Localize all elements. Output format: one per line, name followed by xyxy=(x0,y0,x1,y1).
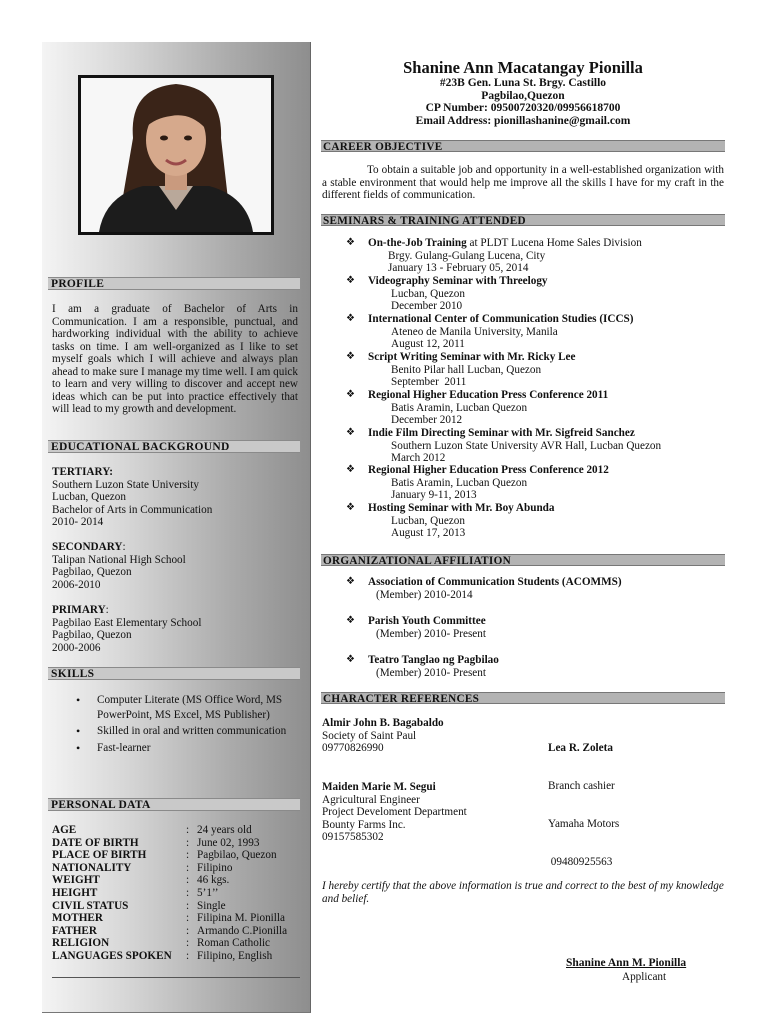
personal-key: PLACE OF BIRTH xyxy=(52,849,147,862)
personal-row xyxy=(52,824,302,837)
seminar-item xyxy=(346,389,726,427)
seminar-detail: December 2010 xyxy=(391,300,463,313)
seminar-detail: Benito Pilar hall Lucban, Quezon xyxy=(391,363,542,376)
diamond-bullet-icon: ❖ xyxy=(346,576,355,587)
personal-key: AGE xyxy=(52,824,77,836)
address-line2: Pagbilao,Quezon xyxy=(481,89,565,102)
seminar-title: International Center of Communication Studies (ICCS) xyxy=(368,313,634,325)
reference-entry xyxy=(322,717,444,755)
reference-line: 09157585302 xyxy=(322,831,384,844)
career-text: To obtain a suitable job and opportunity in a well-established organization with a stable environment that would help me improve all the skills I have for my craft in the different fields of communication. xyxy=(322,164,724,202)
seminar-detail: Batis Aramin, Lucban Quezon xyxy=(391,401,528,414)
personal-row xyxy=(52,950,302,963)
affiliation-title: Association of Communication Students (ACOMMS) xyxy=(368,576,622,588)
seminar-title: Indie Film Directing Seminar with Mr. Sigfreid Sanchez xyxy=(368,427,635,439)
affiliation-title: Teatro Tanglao ng Pagbilao xyxy=(368,654,499,666)
personal-value: 24 years old xyxy=(197,824,252,836)
seminar-detail: Lucban, Quezon xyxy=(391,287,465,300)
skill-item: • Computer Literate (MS Office Word, MS PowerPoint, MS Excel, MS Publisher) xyxy=(52,693,298,722)
email-address: Email Address: pionillashanine@gmail.com xyxy=(415,114,631,127)
cp-number: CP Number: 09500720320/09956618700 xyxy=(425,102,621,115)
contact-block xyxy=(320,77,726,127)
personal-key: WEIGHT xyxy=(52,874,100,887)
seminar-detail: March 2012 xyxy=(391,452,446,465)
education-primary xyxy=(52,604,298,654)
career-heading: CAREER OBJECTIVE xyxy=(321,140,725,152)
seminar-title: Script Writing Seminar with Mr. Ricky Lee xyxy=(368,351,576,363)
personal-sep: : xyxy=(186,937,190,950)
primary-colon: : xyxy=(105,604,109,616)
address-line1: #23B Gen. Luna St. Brgy. Castillo xyxy=(439,77,607,89)
personal-row xyxy=(52,937,302,950)
seminar-item xyxy=(346,313,726,351)
seminar-title-line xyxy=(346,502,726,515)
skills-heading: SKILLS xyxy=(48,667,300,680)
seminar-title-line xyxy=(346,351,726,364)
primary-place: Pagbilao, Quezon xyxy=(52,629,132,641)
seminar-detail: Ateneo de Manila University, Manila xyxy=(391,325,558,338)
seminar-detail: Lucban, Quezon xyxy=(391,514,465,527)
reference-line: Agricultural Engineer xyxy=(322,793,420,806)
secondary-years: 2006-2010 xyxy=(52,578,101,591)
personal-row xyxy=(52,874,302,887)
personal-sep: : xyxy=(186,912,190,925)
sidebar-bottom-rule xyxy=(52,977,300,978)
personal-sep: : xyxy=(186,899,190,912)
primary-years: 2000-2006 xyxy=(52,641,101,654)
personal-value: Pagbilao, Quezon xyxy=(197,849,277,862)
seminar-title: Hosting Seminar with Mr. Boy Abunda xyxy=(368,502,555,514)
diamond-bullet-icon: ❖ xyxy=(346,654,355,665)
affiliation-title: Parish Youth Committee xyxy=(368,615,486,627)
diamond-bullet-icon: ❖ xyxy=(346,313,355,324)
tertiary-school: Southern Luzon State University xyxy=(52,478,199,491)
secondary-school: Talipan National High School xyxy=(52,553,186,566)
seminar-title-line xyxy=(346,313,726,326)
primary-school: Pagbilao East Elementary School xyxy=(52,616,202,629)
diamond-bullet-icon: ❖ xyxy=(346,615,355,626)
reference-line: Branch cashier xyxy=(548,779,615,792)
certification-text: I hereby certify that the above information is true and correct to the best of my knowledge and belief. xyxy=(322,880,724,905)
education-secondary xyxy=(52,541,298,591)
secondary-place: Pagbilao, Quezon xyxy=(52,566,132,578)
personal-value: 46 kgs. xyxy=(197,874,230,887)
reference-line: Yamaha Motors xyxy=(548,817,620,830)
seminar-title-line xyxy=(346,275,726,288)
seminar-item xyxy=(346,275,726,313)
seminar-detail: Brgy. Gulang-Gulang Lucena, City xyxy=(388,249,546,262)
profile-text: I am a graduate of Bachelor of Arts in Communication. I am a responsible, punctual, and hardworking individual with the ability to achieve tasks on time. I am well-organized as I like to set myself goals which I will achieve and always plan ahead to make sure I manage my time well. I am quick to learn and very willing to discover and accept new ideas which can be put into practice effectively that will lead to my growth and development. xyxy=(52,303,298,415)
personal-sep: : xyxy=(186,949,190,962)
seminar-title: Regional Higher Education Press Conference 2012 xyxy=(368,464,609,476)
tertiary-years: 2010- 2014 xyxy=(52,516,104,528)
personal-key: HEIGHT xyxy=(52,886,98,899)
seminar-detail: Batis Aramin, Lucban Quezon xyxy=(391,476,528,489)
affiliation-heading: ORGANIZATIONAL AFFILIATION xyxy=(321,554,725,566)
diamond-bullet-icon: ❖ xyxy=(346,389,355,400)
tertiary-label: TERTIARY: xyxy=(52,466,113,478)
personal-value: 5’1’’ xyxy=(197,886,219,899)
personal-sep: : xyxy=(186,849,190,862)
seminar-title: Regional Higher Education Press Conference 2011 xyxy=(368,389,609,401)
seminar-title-line xyxy=(346,464,726,477)
secondary-label: SECONDARY xyxy=(52,541,123,553)
seminar-detail: September 2011 xyxy=(391,376,467,389)
seminar-item xyxy=(346,464,726,502)
seminar-title-rest: at PLDT Lucena Home Sales Division xyxy=(466,237,642,249)
reference-name: Lea R. Zoleta xyxy=(548,742,613,755)
seminar-detail: January 9-11, 2013 xyxy=(391,489,477,502)
seminar-item xyxy=(346,351,726,389)
personal-row xyxy=(52,912,302,925)
personal-value: Armando C.Pionilla xyxy=(197,924,288,937)
personal-data-table xyxy=(52,824,302,963)
personal-sep: : xyxy=(186,824,190,836)
personal-key: DATE OF BIRTH xyxy=(52,836,139,849)
seminar-title: On-the-Job Training xyxy=(368,237,467,249)
skill-item: • Fast-learner xyxy=(52,741,298,756)
seminar-item xyxy=(346,237,726,275)
personal-value: June 02, 1993 xyxy=(197,836,260,849)
seminar-title: Videography Seminar with Threelogy xyxy=(368,275,548,287)
personal-row xyxy=(52,862,302,875)
personal-key: FATHER xyxy=(52,924,97,937)
reference-line: 09480925563 xyxy=(548,855,613,868)
secondary-colon: : xyxy=(122,541,126,553)
personal-row xyxy=(52,925,302,938)
diamond-bullet-icon: ❖ xyxy=(346,464,355,475)
education-tertiary xyxy=(52,466,298,529)
personal-key: CIVIL STATUS xyxy=(52,899,129,912)
skill-item: • Skilled in oral and written communication xyxy=(52,724,298,739)
tertiary-degree: Bachelor of Arts in Communication xyxy=(52,503,213,516)
signature-role: Applicant xyxy=(622,971,667,983)
seminar-item xyxy=(346,502,726,540)
tertiary-place: Lucban, Quezon xyxy=(52,491,126,503)
applicant-name: Shanine Ann Macatangay Pionilla xyxy=(403,58,643,77)
profile-photo xyxy=(78,75,274,235)
seminar-item xyxy=(346,427,726,465)
personal-value: Roman Catholic xyxy=(197,937,271,950)
reference-entry xyxy=(548,717,619,881)
personal-value: Filipino xyxy=(197,861,233,874)
affiliation-role: (Member) 2010- Present xyxy=(376,627,486,640)
reference-name: Almir John B. Bagabaldo xyxy=(322,717,444,729)
personal-row xyxy=(52,849,302,862)
personal-value: Single xyxy=(197,899,226,912)
reference-line: Society of Saint Paul xyxy=(322,729,417,742)
diamond-bullet-icon: ❖ xyxy=(346,502,355,513)
portrait-image xyxy=(81,78,271,232)
seminars-heading: SEMINARS & TRAINING ATTENDED xyxy=(321,214,725,226)
diamond-bullet-icon: ❖ xyxy=(346,237,355,248)
personal-key: LANGUAGES SPOKEN xyxy=(52,949,172,962)
reference-line: Project Develoment Department xyxy=(322,806,467,819)
seminar-title-line xyxy=(346,237,726,250)
personal-sep: : xyxy=(186,861,190,874)
affiliation-item xyxy=(346,615,726,640)
personal-key: MOTHER xyxy=(52,912,103,925)
personal-row xyxy=(52,900,302,913)
affiliation-item xyxy=(346,576,726,601)
reference-line: 09770826990 xyxy=(322,742,384,755)
seminar-detail: December 2012 xyxy=(391,414,463,427)
education-heading: EDUCATIONAL BACKGROUND xyxy=(48,440,300,453)
affiliation-role: (Member) 2010- Present xyxy=(376,666,486,679)
affiliation-role: (Member) 2010-2014 xyxy=(376,588,473,601)
personal-key: NATIONALITY xyxy=(52,861,132,874)
reference-line: Bounty Farms Inc. xyxy=(322,818,406,831)
seminar-detail: August 17, 2013 xyxy=(391,527,466,540)
personal-heading: PERSONAL DATA xyxy=(48,798,300,811)
skills-list xyxy=(52,693,298,757)
diamond-bullet-icon: ❖ xyxy=(346,351,355,362)
personal-key: RELIGION xyxy=(52,937,110,950)
personal-sep: : xyxy=(186,924,190,937)
diamond-bullet-icon: ❖ xyxy=(346,275,355,286)
personal-row xyxy=(52,887,302,900)
reference-entry xyxy=(322,781,467,844)
seminar-detail: January 13 - February 05, 2014 xyxy=(388,262,529,275)
personal-sep: : xyxy=(186,886,190,899)
seminar-title-line xyxy=(346,389,726,402)
reference-name: Maiden Marie M. Segui xyxy=(322,781,436,793)
seminar-title-line xyxy=(346,427,726,440)
seminar-detail: Southern Luzon State University AVR Hall, Lucban Quezon xyxy=(391,439,662,452)
personal-sep: : xyxy=(186,874,190,887)
diamond-bullet-icon: ❖ xyxy=(346,427,355,438)
personal-value: Filipino, English xyxy=(197,949,273,962)
references-heading: CHARACTER REFERENCES xyxy=(321,692,725,704)
primary-label: PRIMARY xyxy=(52,604,106,616)
signature-name: Shanine Ann M. Pionilla xyxy=(566,957,687,969)
affiliation-item xyxy=(346,654,726,679)
personal-sep: : xyxy=(186,836,190,849)
personal-value: Filipina M. Pionilla xyxy=(197,912,285,925)
personal-row xyxy=(52,837,302,850)
profile-heading: PROFILE xyxy=(48,277,300,290)
seminar-detail: August 12, 2011 xyxy=(391,338,465,351)
